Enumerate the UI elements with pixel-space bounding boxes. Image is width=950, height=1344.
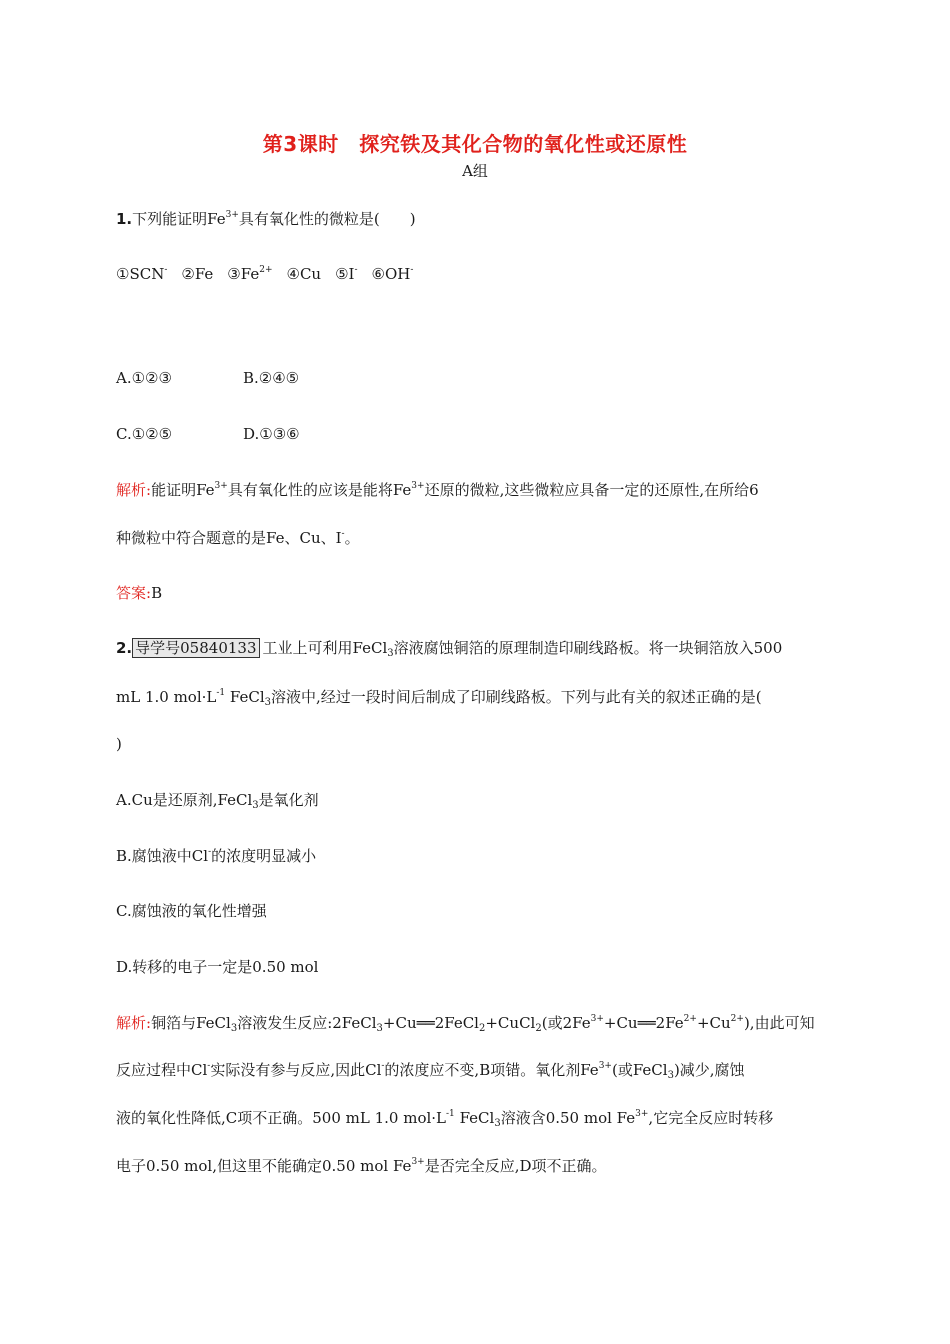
q1-particles: ①SCN- ②Fe $③Fe^{2+}$ ④Cu ⑤I- ⑥OH- [116,265,414,283]
q2-analysis-line2: 反应过程中Cl-实际没有参与反应,因此Cl-的浓度应不变,B项错。氧化剂$Fe^{3+}$(或FeCl$_3$)减少,腐蚀 [116,1061,745,1081]
lesson-title: 第3课时 探究铁及其化合物的氧化性或还原性 [262,132,688,156]
q1-answer: 答案:B [116,584,163,602]
q1-option-c[interactable]: C.①②⑤ [116,425,173,443]
guide-number-box[interactable]: 导学号05840133 [132,638,259,658]
q2-analysis-line4: 电子0.50 mol,但这里不能确定0.50 mol $Fe^{3+}$是否完全反应,D项不正确。 [116,1157,607,1175]
q1-analysis-line2: 种微粒中符合题意的是Fe、Cu、I-。 [116,529,360,547]
q1-analysis-line1: 解析:能证明$Fe^{3+}$具有氧化性的应该是能将$Fe^{3+}$还原的微粒,这些微粒应具备一定的还原性,在所给6 [116,481,759,499]
q2-option-d[interactable]: D.转移的电子一定是0.50 mol [116,958,319,976]
q2-analysis-line1: 解析:铜箔与FeCl$_3$溶液发生反应:2FeCl$_3$+Cu══2FeCl$_2$+CuCl$_2$(或$2Fe^{3+}+Cu══2Fe^{2+}+Cu^{2+}$),由此可知 [116,1014,815,1034]
q2-analysis-line3: 液的氧化性降低,C项不正确。500 mL 1.0 $mol\cdot L^{-1}$ FeCl$_3$溶液含0.50 mol $Fe^{3+}$,它完全反应时转移 [116,1109,774,1129]
q1-option-b[interactable]: B.②④⑤ [243,369,300,387]
q1-option-d[interactable]: D.①③⑥ [243,425,300,443]
q1-option-a[interactable]: A.①②③ [116,369,172,387]
q2-stem-line3: ) [116,735,122,753]
q2-option-b[interactable]: B.腐蚀液中Cl-的浓度明显减小 [116,847,317,865]
q2-analysis-label: 解析: [116,1014,152,1032]
q2-option-c[interactable]: C.腐蚀液的氧化性增强 [116,902,267,920]
q1-stem: 1.下列能证明$Fe^{3+}$具有氧化性的微粒是( ) [116,210,416,228]
q2-number: 2. [116,639,133,657]
q1-answer-label: 答案: [116,584,152,602]
q2-option-a[interactable]: A.Cu是还原剂,FeCl$_3$是氧化剂 [116,791,319,811]
group-label: A组 [462,162,488,180]
q2-stem-line2: mL 1.0 $mol\cdot L^{-1}$ FeCl$_3$溶液中,经过一段时间后制成了印刷线路板。下列与此有关的叙述正确的是( [116,688,762,708]
q2-stem-line1: 2. 导学号05840133 工业上可利用FeCl$_3$溶液腐蚀铜箔的原理制造印刷线路板。将一块铜箔放入500 [116,639,783,659]
q1-analysis-label: 解析: [116,481,152,499]
q1-number: 1. [116,210,133,228]
